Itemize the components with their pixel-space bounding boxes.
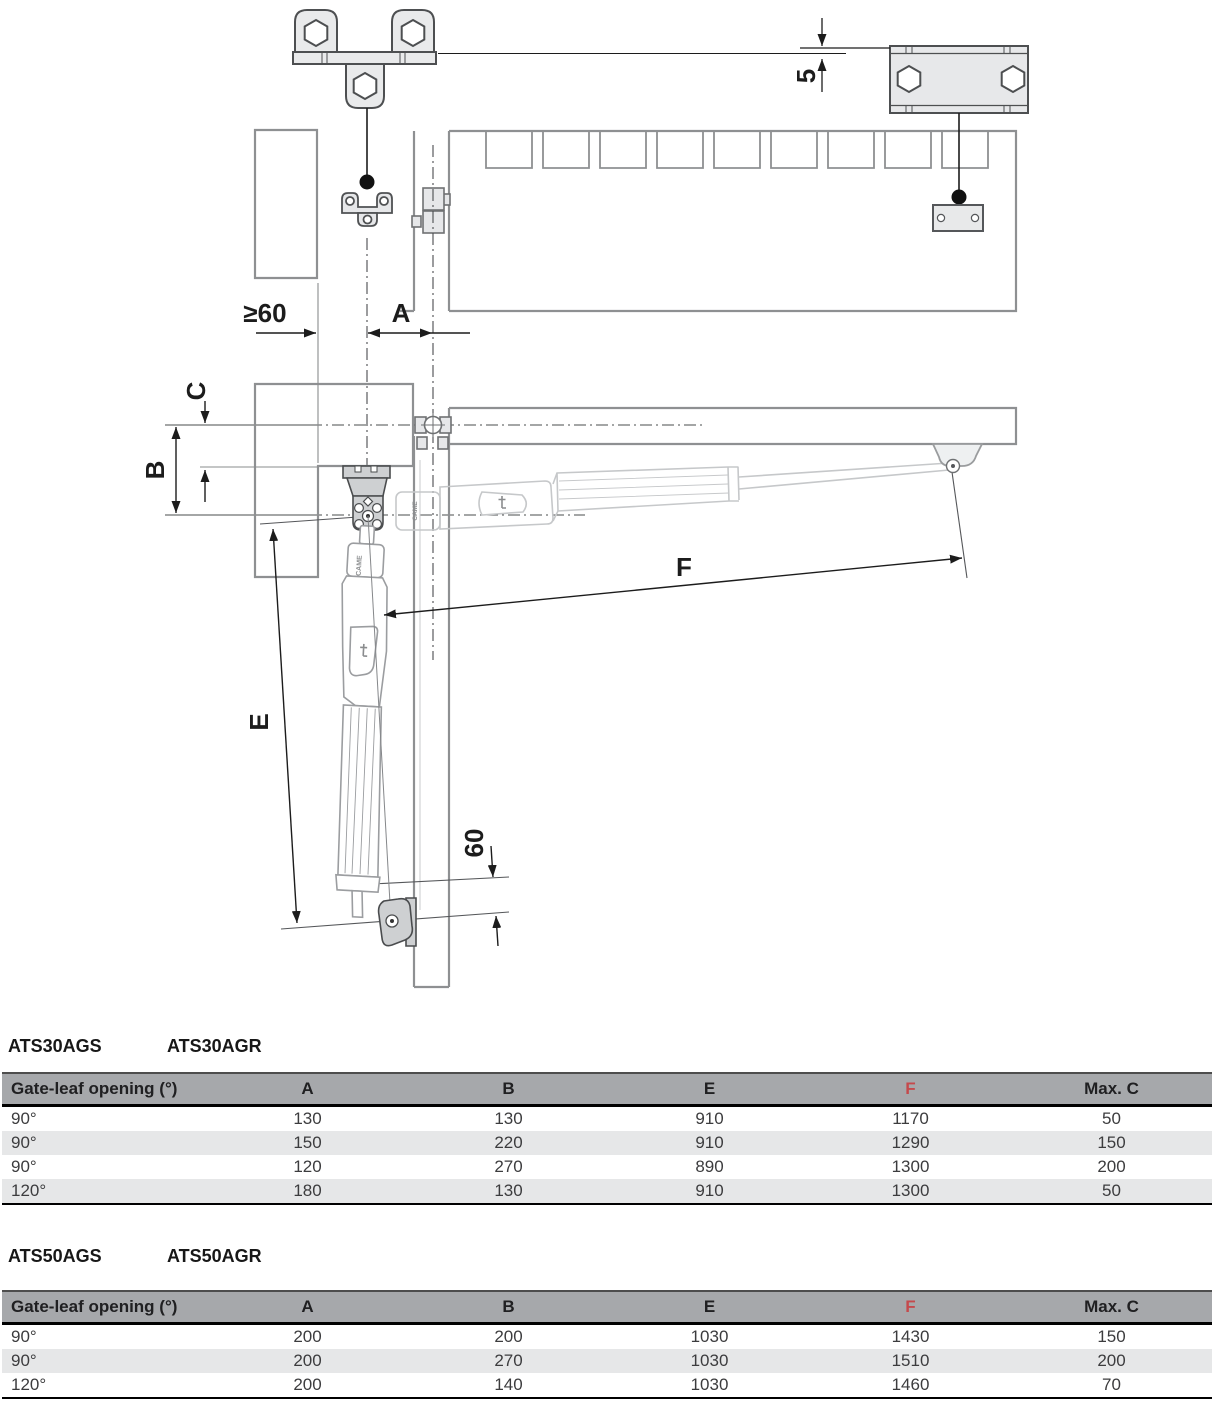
cell: 120° — [2, 1373, 207, 1398]
hex-bolt-icon — [402, 20, 425, 46]
table-row — [2, 1179, 1212, 1204]
dim-plate-offset — [438, 18, 890, 92]
col-header-e: E — [609, 1073, 810, 1106]
model-name: ATS30AGR — [167, 1036, 262, 1056]
cell: 1290 — [810, 1131, 1011, 1155]
cell: 1300 — [891, 1157, 930, 1176]
cell: 1460 — [810, 1373, 1011, 1398]
col-header-f: F — [810, 1073, 1011, 1106]
hinge-icon — [415, 413, 451, 449]
col-header-a: A — [207, 1291, 408, 1324]
dim-label-a: A — [391, 298, 411, 328]
cell: 90° — [11, 1157, 37, 1176]
table-header-row — [2, 1073, 1212, 1106]
cell: 1030 — [609, 1373, 810, 1398]
rear-plate-hardware — [890, 46, 1028, 113]
actuator-closed — [324, 525, 400, 918]
dim-bottom-clearance — [459, 829, 498, 946]
cell: 150 — [1011, 1131, 1212, 1155]
dim-label-60: 60 — [458, 828, 489, 858]
cell: 50 — [1011, 1179, 1212, 1204]
cell: 120 — [293, 1157, 322, 1176]
hex-bolt-icon — [1002, 66, 1025, 92]
model-titles-ats30 — [8, 1036, 262, 1057]
cell: 70 — [1011, 1373, 1212, 1398]
dim-e — [244, 529, 297, 923]
front-bracket-leader — [360, 108, 375, 190]
dim-label-clearance: ≥60 — [243, 298, 287, 328]
gate-mount-plate-icon — [933, 205, 983, 231]
cell: 200 — [207, 1349, 408, 1373]
dim-clearance — [243, 298, 316, 333]
cell: 910 — [695, 1109, 724, 1128]
col-header-b: B — [408, 1073, 609, 1106]
cell: 910 — [609, 1131, 810, 1155]
cell: 150 — [207, 1131, 408, 1155]
model-titles-ats50 — [8, 1246, 262, 1267]
model-name: ATS30AGS — [8, 1036, 102, 1056]
cell: 180 — [207, 1179, 408, 1204]
cell: 1510 — [810, 1349, 1011, 1373]
cell: 200 — [293, 1327, 322, 1346]
col-header-max-c: Max. C — [1011, 1073, 1212, 1106]
table-row — [2, 1349, 1212, 1373]
hex-bolt-icon — [305, 20, 328, 46]
table-row — [2, 1106, 1212, 1132]
rear-plate-leader — [952, 113, 967, 205]
extension-lines — [200, 283, 967, 929]
cell: 90° — [11, 1109, 37, 1128]
table-row — [2, 1131, 1212, 1155]
front-bracket-open — [933, 444, 982, 473]
dim-label-e: E — [243, 713, 274, 731]
table-row — [2, 1155, 1212, 1179]
cell: 270 — [494, 1157, 523, 1176]
gate-post-front — [255, 130, 317, 278]
leader-dot — [360, 175, 375, 190]
cell: 270 — [408, 1349, 609, 1373]
dim-b — [140, 427, 176, 513]
pillar-plan — [255, 384, 413, 577]
cell: 120° — [2, 1179, 207, 1204]
col-header-f: F — [810, 1291, 1011, 1324]
table-row — [2, 1324, 1212, 1350]
post-mount-bracket-icon — [342, 193, 392, 226]
gate-leaf-panel — [449, 131, 1016, 311]
col-header-b: B — [408, 1291, 609, 1324]
cell: 150 — [1097, 1327, 1126, 1346]
cell: 130 — [494, 1109, 523, 1128]
cell: 1030 — [609, 1349, 810, 1373]
dim-c — [181, 381, 211, 502]
cell: 90° — [11, 1327, 37, 1346]
front-bracket-hardware — [293, 10, 436, 108]
dimension-table-ats50 — [2, 1290, 1212, 1399]
cell: 200 — [207, 1373, 408, 1398]
front-bracket-closed — [379, 898, 416, 946]
dim-label-5: 5 — [790, 68, 821, 84]
dim-label-c: C — [180, 381, 211, 401]
gate-leaf-open — [449, 408, 1016, 444]
gate-leaf-closed — [414, 408, 449, 987]
dim-a — [368, 298, 470, 333]
cell: 90° — [2, 1131, 207, 1155]
hex-bolt-icon — [898, 66, 921, 92]
actuator-brand-label: CAME — [355, 555, 364, 577]
dim-label-b: B — [139, 460, 170, 480]
dimension-table-ats30 — [2, 1072, 1212, 1205]
model-name: ATS50AGS — [8, 1246, 102, 1266]
cell: 1430 — [891, 1327, 930, 1346]
cell: 200 — [1097, 1157, 1126, 1176]
col-header-max-c: Max. C — [1011, 1291, 1212, 1324]
col-header-opening: Gate-leaf opening (°) — [2, 1291, 207, 1324]
leader-dot — [952, 190, 967, 205]
dimensions — [140, 298, 962, 946]
cell: 1300 — [810, 1179, 1011, 1204]
dim-label-f: F — [676, 552, 692, 582]
table-header-row — [2, 1291, 1212, 1324]
cell: 890 — [695, 1157, 724, 1176]
col-header-opening: Gate-leaf opening (°) — [2, 1073, 207, 1106]
cell: 200 — [494, 1327, 523, 1346]
cell: 130 — [408, 1179, 609, 1204]
cell: 50 — [1102, 1109, 1121, 1128]
rear-bracket — [343, 466, 390, 530]
cell: 1170 — [892, 1109, 929, 1128]
cell: 1030 — [690, 1327, 729, 1346]
cell: 90° — [2, 1349, 207, 1373]
gate-pickets — [486, 131, 988, 168]
actuator-open-ghost — [396, 463, 949, 530]
cell: 220 — [408, 1131, 609, 1155]
cell: 130 — [293, 1109, 322, 1128]
gate-latch-icon — [412, 188, 450, 233]
col-header-e: E — [609, 1291, 810, 1324]
table-row — [2, 1373, 1212, 1398]
hex-bolt-icon — [354, 73, 377, 99]
col-header-a: A — [207, 1073, 408, 1106]
release-key-icon — [499, 496, 507, 508]
actuator-brand-label: CAME — [412, 501, 419, 521]
cell: 140 — [408, 1373, 609, 1398]
cell: 200 — [1011, 1349, 1212, 1373]
model-name: ATS50AGR — [167, 1246, 262, 1266]
dim-f — [384, 552, 962, 615]
cell: 910 — [609, 1179, 810, 1204]
